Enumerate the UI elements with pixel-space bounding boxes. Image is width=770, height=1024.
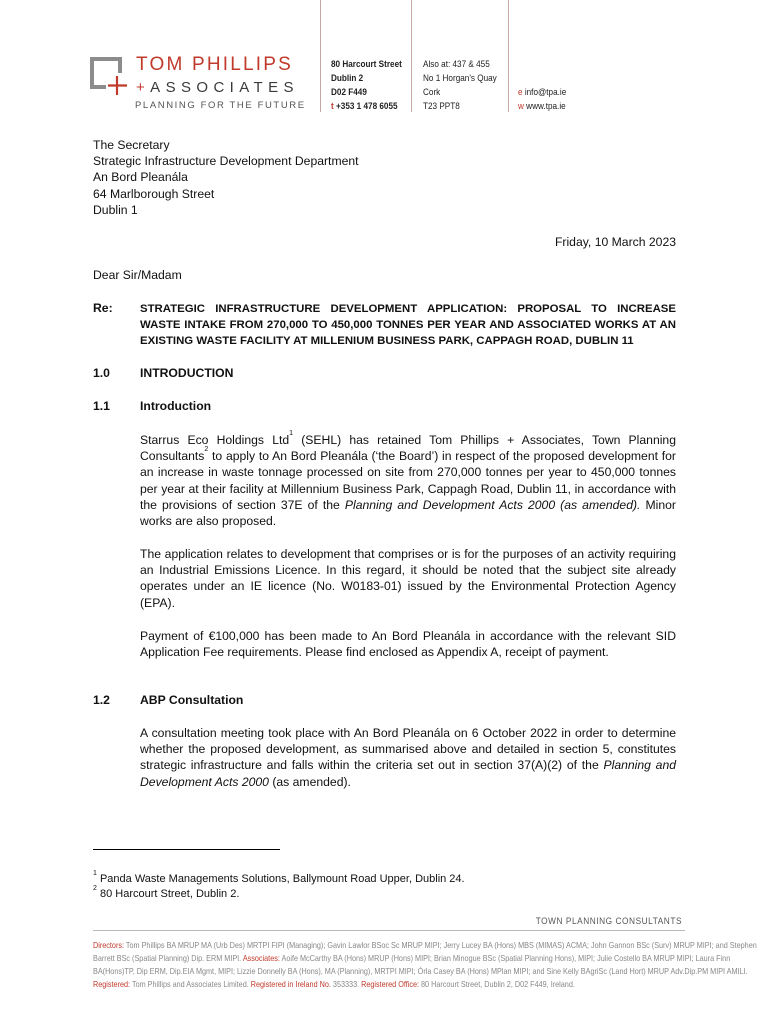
reg-ireland-label: Registered in Ireland No. (250, 980, 331, 989)
letter-date: Friday, 10 March 2023 (554, 235, 676, 249)
brand-sub (136, 79, 299, 96)
office-cork (423, 58, 497, 114)
office-cork-line: T23 PPT8 (423, 101, 460, 112)
subsection-number: 1.1 (93, 399, 110, 413)
recipient-line: The Secretary (93, 138, 170, 152)
office-cork-line: Also at: 437 & 455 (423, 59, 490, 70)
subsection-title: Introduction (140, 399, 212, 413)
office-dublin-line: 80 Harcourt Street (331, 59, 402, 70)
intro-paragraph (140, 432, 676, 529)
office-dublin-line: D02 F449 (331, 87, 367, 98)
letterhead-divider-1 (320, 0, 321, 112)
footnote-ref: 1 (289, 430, 294, 437)
licence-paragraph: The application relates to development that comprises or is for the purposes of an activity requiring an Industrial Emissions Licence. In this regard, it should be noted that the subject site already operates under an IE licence (No. W0183-01) issued by the Environmental Protection Agency (EPA). (140, 547, 676, 610)
re-subject: STRATEGIC INFRASTRUCTURE DEVELOPMENT APPLICATION: PROPOSAL TO INCREASE WASTE INTAKE FROM 270,000 TO 450,000 TONNES PER YEAR AND ASSOCIATED WORKS AT AN EXISTING WASTE FACILITY AT MILLENIUM BUSINESS PARK, CAPPAGH ROAD, DUBLIN 11 (140, 303, 676, 348)
para-italic: Planning and Development Acts 2000 (as amended). (344, 497, 641, 512)
registered-label: Registered: (93, 980, 131, 989)
letterhead-divider-2 (411, 0, 412, 112)
footnote-number: 1 (93, 870, 97, 877)
directors-text: Barrett BSc (Spatial Planning) Dip. ERM MIPI. (93, 954, 243, 963)
consultation-paragraph (140, 725, 676, 790)
footnote-ref: 2 (204, 446, 209, 454)
para-text: (SEHL) has retained Tom Phillips + Associates, Town Planning Consultants (140, 433, 676, 464)
section-number: 1.0 (93, 366, 110, 380)
footer-divider (93, 930, 685, 931)
web-label: w (518, 101, 524, 112)
recipient-line: An Bord Pleanála (93, 170, 188, 185)
subsection-title: ABP Consultation (140, 693, 244, 707)
reg-office-text: 80 Harcourt Street, Dublin 2, D02 F449, Ireland. (419, 980, 575, 989)
logo-mark-icon (90, 57, 130, 97)
phone: +353 1 478 6055 (335, 101, 398, 112)
reg-number: 353333. (330, 980, 362, 989)
email-link[interactable]: info@tpa.ie (524, 87, 567, 98)
para-text: Minor works are also proposed. (140, 497, 676, 529)
recipient-address (93, 137, 359, 218)
footnote-number: 2 (93, 885, 97, 892)
footer-directors (93, 939, 757, 991)
office-dublin (331, 58, 402, 114)
para-text: (as amended). (268, 774, 351, 789)
para-text: to apply to An Bord Pleanála (‘the Board’) in respect of the proposed development for an increase in waste tonnage processed on site from 270,000 tonnes per year to 450,000 tonnes per year at their facility at Millennium Business Park, Cappagh Road, Dublin 11, in accordance with the provisions of section 37E of the (140, 449, 676, 512)
footnote-text: 80 Harcourt Street, Dublin 2. (99, 888, 240, 900)
web-link[interactable]: www.tpa.ie (526, 101, 566, 112)
para-text: A consultation meeting took place with An Bord Pleanála on 6 October 2022 in order to determine whether the proposed development, as summarised above and detailed in section 5, constitutes strategic infrastructure and falls within the criteria set out in section 37(A)(2) of the (140, 726, 676, 773)
section-title: INTRODUCTION (140, 366, 234, 380)
associates-text: Aoife McCarthy BA (Hons) MRUP (Hons) MIPI; Brian Minogue BSc (Spatial Planning Hons), MIPI; Julie Costello BA MRUP MIPI; Laura Finn (279, 954, 731, 963)
recipient-line: Strategic Infrastructure Development Department (93, 154, 359, 169)
footnote-divider (93, 849, 280, 850)
brand-name: TOM PHILLIPS (136, 54, 293, 75)
office-cork-line: Cork (423, 87, 441, 98)
associates-label: Associates: (242, 954, 280, 963)
office-dublin-line: Dublin 2 (331, 73, 364, 84)
office-cork-line: No 1 Horgan's Quay (423, 73, 497, 84)
brand-plus: + (136, 79, 151, 96)
recipient-line: Dublin 1 (93, 202, 138, 217)
re-label: Re: (93, 301, 113, 315)
footnote-text: Panda Waste Managements Solutions, Ballymount Road Upper, Dublin 24. (99, 873, 465, 885)
brand-tagline: PLANNING FOR THE FUTURE (135, 100, 306, 111)
subsection-number: 1.2 (93, 693, 110, 707)
para-text: Starrus Eco Holdings Ltd (140, 433, 290, 447)
letterhead-divider-3 (508, 0, 509, 112)
contact-block (518, 86, 566, 114)
footnote (93, 872, 465, 887)
registered-text: Tom Phillips and Associates Limited. (130, 980, 251, 989)
directors-text: Tom Phillips BA MRUP MA (Urb Des) MRTPI FIPI (Managing); Gavin Lawlor BSoc Sc MRUP MIPI; Jerry Lucey BA (Hons) MBS (MIMAS) ACMA; John Gannon BSc (Surv) MRUP MIPI; and Stephen (125, 941, 757, 950)
para-italic: Planning and Development Acts 2000 (140, 758, 677, 789)
footnote (93, 887, 465, 902)
footnotes (93, 872, 465, 902)
email-label: e (518, 87, 523, 98)
recipient-line: 64 Marlborough Street (93, 186, 215, 201)
footer-tagline: TOWN PLANNING CONSULTANTS (535, 916, 682, 926)
brand-associates: ASSOCIATES (150, 79, 299, 96)
payment-paragraph: Payment of €100,000 has been made to An Bord Pleanála in accordance with the relevant SID Application Fee requirements. Please find enclosed as Appendix A, receipt of payment. (140, 629, 676, 660)
associates-text: BA(Hons)TP, Dip ERM, Dip.EIA Mgmt, MIPI; Lizzie Donnelly BA (Hons), MA (Planning), MRTPI MIPI; Órla Casey BA (Hons) MPlan MIPI; and Sine Kelly BAgriSc (Land Hort) MRUP Adv.Dip.PM MIPI AMILI. (93, 967, 748, 976)
salutation: Dear Sir/Madam (93, 268, 182, 282)
directors-label: Directors: (93, 941, 125, 950)
phone-label: t (331, 101, 334, 112)
reg-office-label: Registered Office: (361, 980, 420, 989)
